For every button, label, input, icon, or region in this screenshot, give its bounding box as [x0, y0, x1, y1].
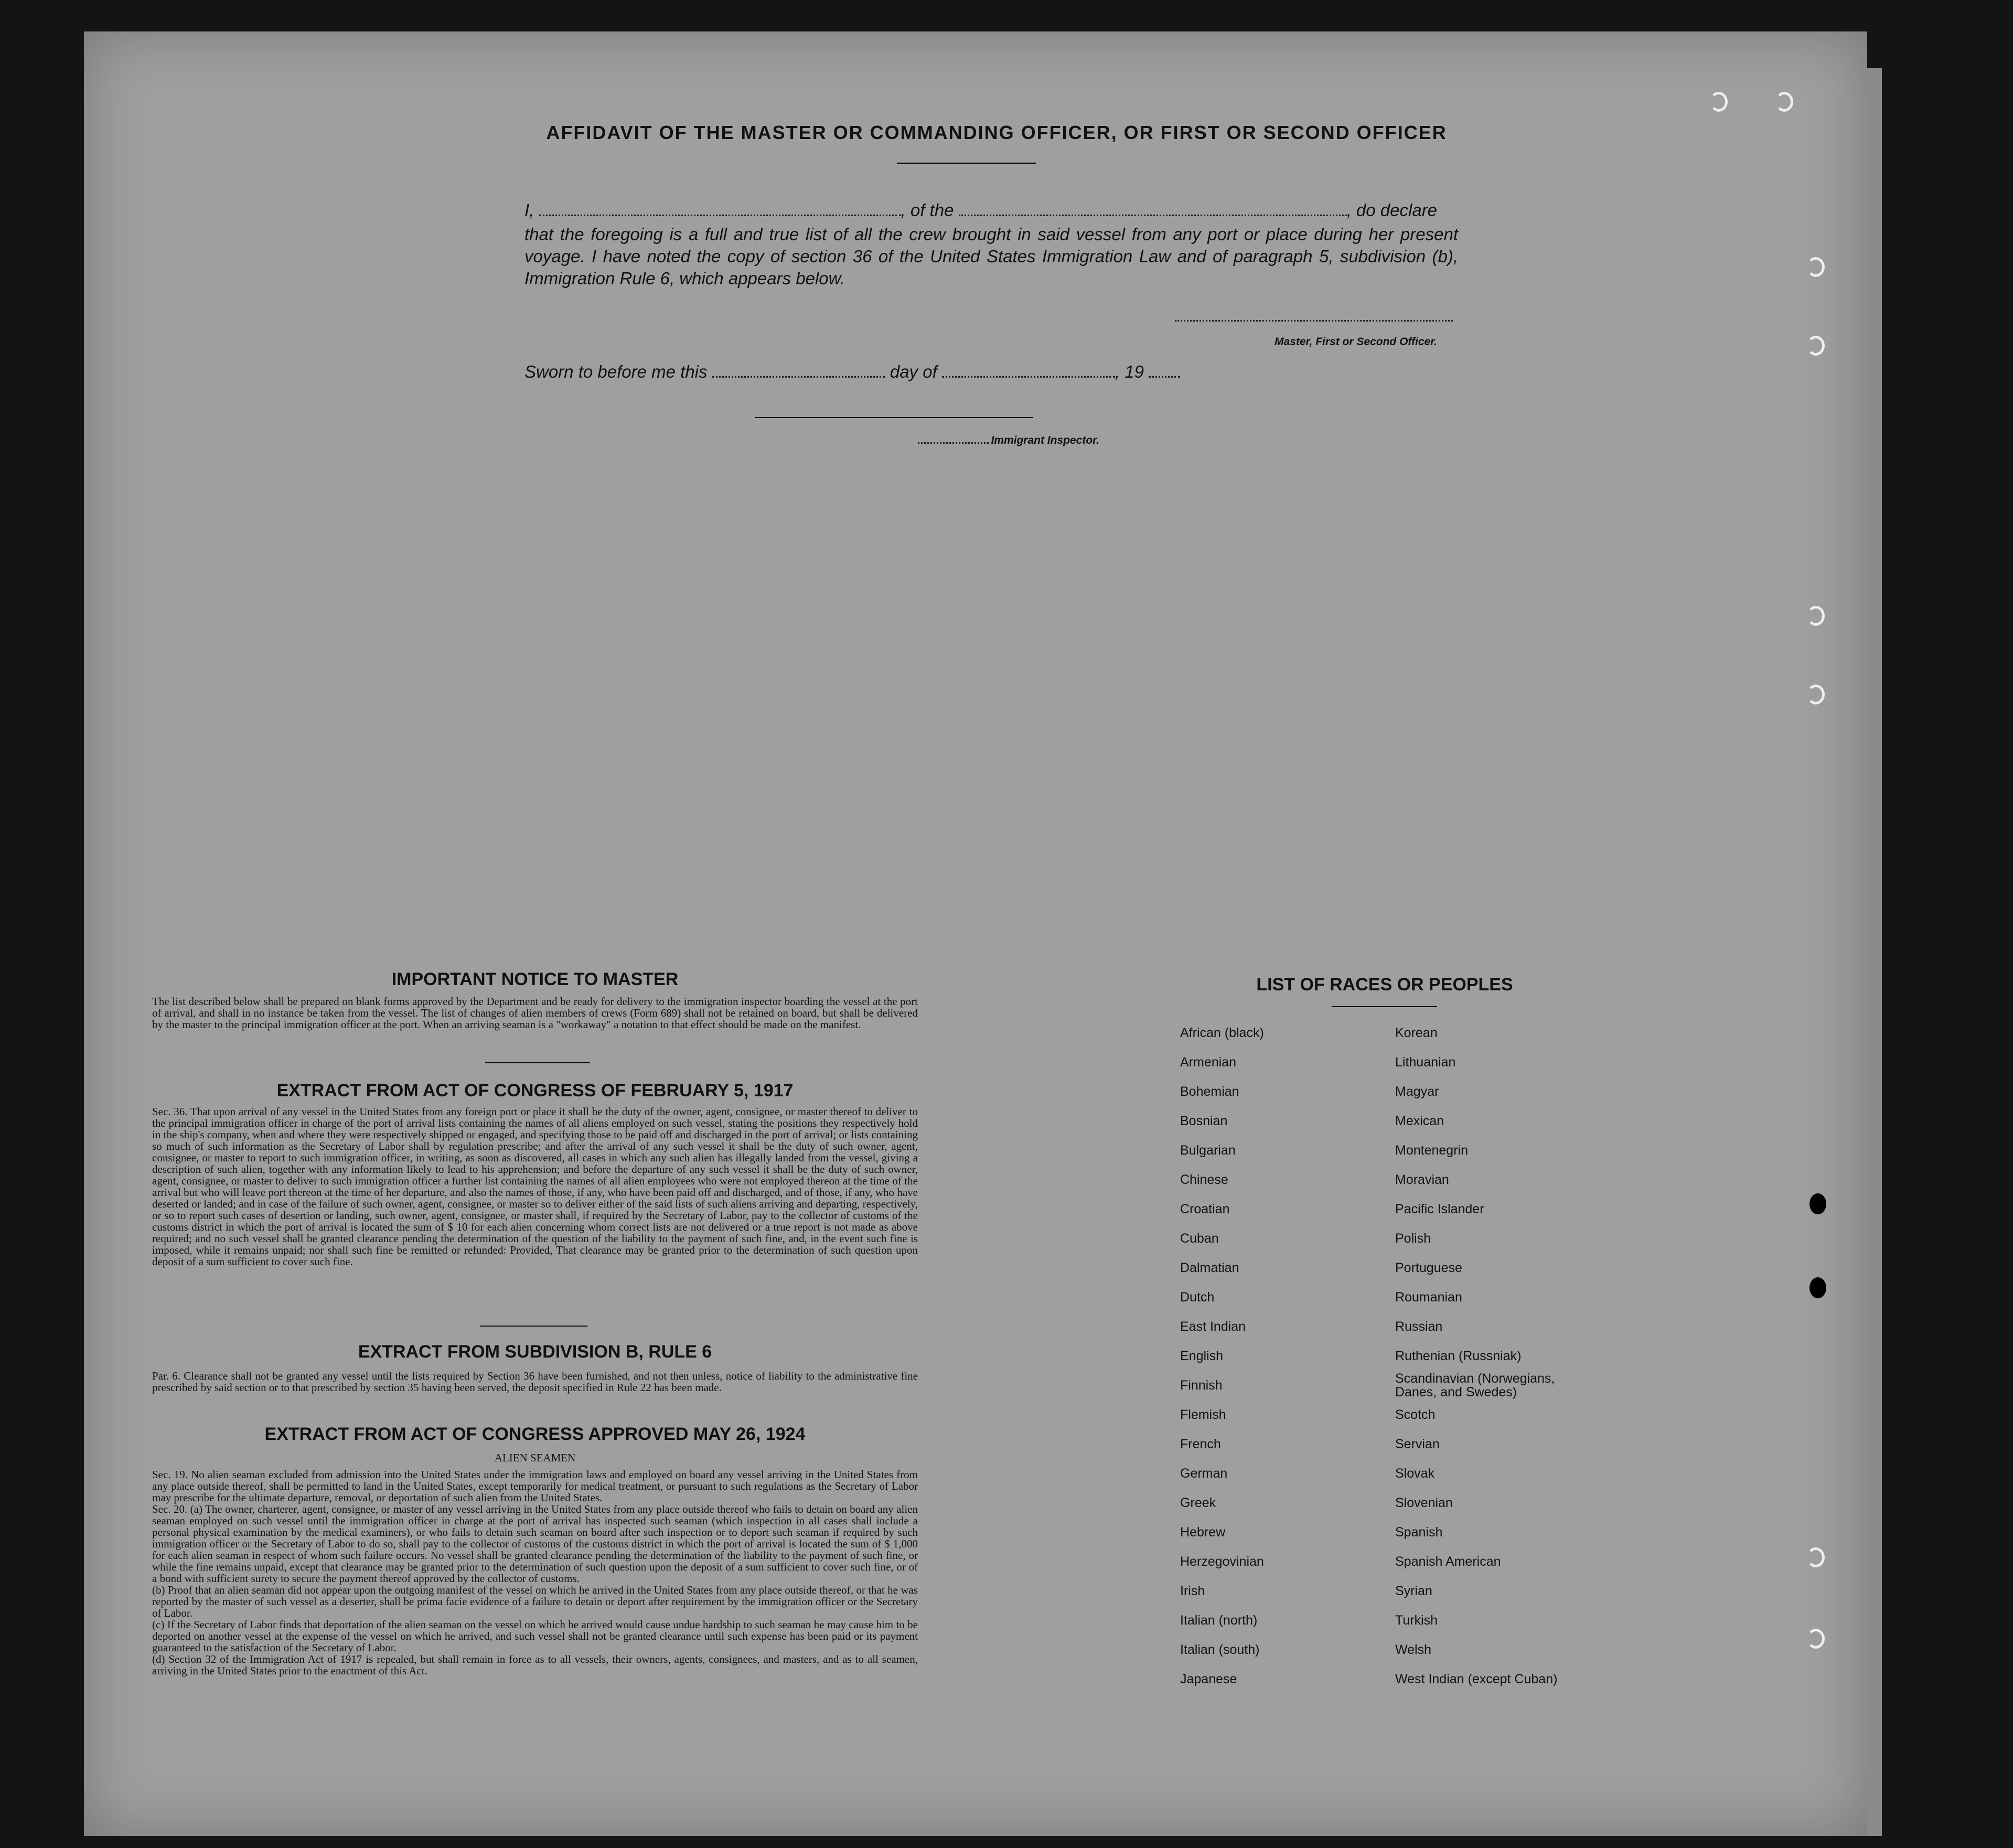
affidavit-title: AFFIDAVIT OF THE MASTER OR COMMANDING OFFICER, OR FIRST OR SECOND OFFICER [546, 122, 1447, 143]
race-item: Magyar [1395, 1084, 1439, 1099]
binder-hole-icon [1807, 336, 1825, 356]
extract-rule6-body: Par. 6. Clearance shall not be granted any vessel until the lists required by Section 36 have been furnished, and not then unless, notice of liability to the administrative fine prescribed by said section or to that prescribed by section 35 having been served, the deposit specified in Rule 22 has been made. [152, 1370, 918, 1394]
race-item: Russian [1395, 1319, 1443, 1334]
race-item: Scotch [1395, 1407, 1436, 1422]
extract-1917-body: Sec. 36. That upon arrival of any vessel in the United States from any foreign port or place it shall be the duty of the owner, agent, consignee, or master thereof to deliver to the principal immigration officer in charge of the port of arrival lists containing the names of all aliens employed on such vessel, stating the positions they respectively hold in the ship's company, when and where they were respectively shipped or engaged, and specifying those to be paid off and discharged in the port of arrival; or lists containing so much of such information as the Secretary of Labor shall by regulation prescribe; and after the arrival of any such vessel it shall be the duty of such owner, agent, consignee, or master to report to such immigration officer, in writing, as soon as discovered, all cases in which any such alien has illegally landed from the vessel, giving a description of such alien, together with any information likely to lead to his apprehension; and before the departure of any such vessel it shall be the duty of such owner, agent, consignee, or master to deliver to such immigration officer a further list containing the names of all alien employees who were not employed thereon at the time of the arrival but who will leave port thereon at the time of her departure, and also the names of those, if any, who have been paid off and discharged, and of those, if any, who have deserted or landed; and in case of the failure of such owner, agent, consignee, or master so to deliver either of the said lists of such aliens arriving and departing, respectively, or so to report such cases of desertion or landing, such owner, agent, consignee, or master shall, if required by the Secretary of Labor, pay to the collector of customs of the customs district in which the port of arrival is located the sum of $ 10 for each alien concerning whom correct lists are not delivered or a true report is not made as above required; and no such vessel shall be granted clearance pending the determination of the question of the liability to the payment of such fine, and, in the event such fine is imposed, while it remains unpaid; nor shall such fine be remitted or refunded: Provided, That clearance may be granted prior to the determination of such question upon deposit of a sum sufficient to cover such fine. [152, 1105, 918, 1268]
inspector-signature-line [755, 417, 1033, 418]
race-item: Korean [1395, 1026, 1438, 1040]
race-item: East Indian [1180, 1319, 1246, 1334]
race-item: Dalmatian [1180, 1261, 1239, 1275]
sec20c-text: (c) If the Secretary of Labor finds that deportation of the alien seaman on the vessel on which he arrived would cause undue hardship to such seaman he may cause him to be deported on another vessel at the expense of the vessel on which he arrived, and such vessel shall not be granted clearance until such expense has been paid or its payment guaranteed to the satisfaction of the Secretary of Labor. [152, 1618, 918, 1654]
binder-hole-icon [1710, 92, 1728, 112]
binder-hole-icon [1807, 1629, 1825, 1649]
binder-hole-icon [1807, 606, 1825, 626]
sworn-label: Sworn to before me this [524, 362, 708, 381]
race-item: German [1180, 1466, 1228, 1481]
page-edge [1867, 68, 1882, 1836]
extract-1917-title: EXTRACT FROM ACT OF CONGRESS OF FEBRUARY 5, 1917 [276, 1081, 794, 1101]
race-item: Polish [1395, 1231, 1431, 1246]
race-item: Dutch [1180, 1290, 1215, 1305]
races-title: LIST OF RACES OR PEOPLES [1256, 975, 1513, 995]
race-item: Croatian [1180, 1202, 1230, 1216]
race-item: Spanish American [1395, 1554, 1501, 1569]
vessel-name-field[interactable] [959, 215, 1347, 216]
extract-1924-subtitle: ALIEN SEAMEN [494, 1451, 576, 1464]
inspector-field[interactable] [918, 442, 989, 444]
race-item: Irish [1180, 1584, 1205, 1598]
inspector-line [918, 434, 1099, 447]
binder-hole-icon [1807, 685, 1825, 704]
race-item: Slovenian [1395, 1496, 1453, 1510]
race-item: Finnish [1180, 1378, 1223, 1393]
race-item: Herzegovinian [1180, 1554, 1264, 1569]
affidavit-body: that the foregoing is a full and true list of all the crew brought in said vessel from any port or place during her present voyage. I have noted the copy of section 36 of the United States Immigration Law and of paragraph 5, subdivision (b), Immigration Rule 6, which appears below. [524, 225, 1458, 288]
binder-hole-icon [1807, 1547, 1825, 1567]
notice-body: The list described below shall be prepared on blank forms approved by the Department and be ready for delivery to the immigration inspector boarding the vessel at the port of arrival, and shall in no instance be taken from the vessel. The list of changes of alien members of crews (Form 689) shall not be retained on board, but shall be delivered by the master to the principal immigration officer at the port. When an arriving seaman is a "workaway" a notation to that effect should be made on the manifest. [152, 995, 918, 1031]
extract-1924-title: EXTRACT FROM ACT OF CONGRESS APPROVED MAY 26, 1924 [264, 1424, 806, 1444]
race-item: Cuban [1180, 1231, 1219, 1246]
race-item: Servian [1395, 1437, 1440, 1451]
race-item: Pacific Islander [1395, 1202, 1484, 1216]
race-item: Syrian [1395, 1584, 1432, 1598]
races-underline [1332, 1006, 1437, 1007]
sec20d-text: (d) Section 32 of the Immigration Act of 1917 is repealed, but shall remain in force as to all vessels, their owners, agents, consignees, and masters, and as to all seamen, arriving in the United States prior to the enactment of this Act. [152, 1653, 918, 1677]
race-item: Flemish [1180, 1407, 1226, 1422]
race-item: Turkish [1395, 1613, 1438, 1628]
inspector-caption: Immigrant Inspector. [991, 434, 1099, 446]
race-item: Montenegrin [1395, 1143, 1468, 1158]
binder-hole-icon [1807, 257, 1825, 277]
sworn-line [524, 362, 1180, 382]
sworn-month-field[interactable] [942, 376, 1115, 378]
race-item: Lithuanian [1395, 1055, 1456, 1070]
sec20b-text: (b) Proof that an alien seaman did not appear upon the outgoing manifest of the vessel on which he arrived in the United States from any place outside thereof, or that he was reported by the master of such vessel as a deserter, shall be prima facie evidence of a failure to detain or deport after requirement by the immigration officer or the Secretary of Labor. [152, 1584, 918, 1619]
race-item: Italian (north) [1180, 1613, 1258, 1628]
race-item: Greek [1180, 1496, 1216, 1510]
notice-title: IMPORTANT NOTICE TO MASTER [391, 969, 679, 989]
affidavit-declare-label: , do declare [1346, 200, 1438, 220]
race-item: Slovak [1395, 1466, 1435, 1481]
race-item: Spanish [1395, 1525, 1443, 1540]
race-item: Chinese [1180, 1172, 1228, 1187]
race-item: French [1180, 1437, 1221, 1451]
notice-divider [485, 1062, 590, 1063]
affidavit-declare-line [524, 199, 1458, 221]
year-label: , 19 [1115, 362, 1144, 381]
race-item: Bulgarian [1180, 1143, 1236, 1158]
officer-signature-field[interactable] [1175, 320, 1453, 322]
signature-caption: Master, First or Second Officer. [1275, 336, 1438, 348]
race-item: Roumanian [1395, 1290, 1462, 1305]
sworn-day-field[interactable] [712, 376, 885, 378]
affidavit-of-the-label: , of the [901, 200, 954, 220]
race-item: African (black) [1180, 1026, 1264, 1040]
extract-1924-body [152, 1469, 918, 1676]
race-item: Mexican [1395, 1114, 1444, 1128]
race-item: Ruthenian (Russniak) [1395, 1349, 1522, 1363]
race-item: Bosnian [1180, 1114, 1228, 1128]
race-item: Welsh [1395, 1642, 1432, 1657]
sec19-text: Sec. 19. No alien seaman excluded from admission into the United States under the immigration laws and employed on board any vessel arriving in the United States from any place outside thereof, shall be permitted to land in the United States, except temporarily for medical treatment, or pursuant to such regulations as the Secretary of Labor may prescribe for the ultimate departure, removal, or deportation of such alien from the United States. [152, 1468, 918, 1504]
day-of-label: day of [890, 362, 937, 381]
race-item: Armenian [1180, 1055, 1236, 1070]
master-name-field[interactable] [539, 215, 901, 216]
race-item: Japanese [1180, 1672, 1237, 1686]
extract-1917-divider [480, 1326, 587, 1327]
binder-hole-icon [1809, 1277, 1826, 1298]
race-item: English [1180, 1349, 1223, 1363]
race-item: Bohemian [1180, 1084, 1239, 1099]
binder-hole-icon [1775, 92, 1793, 112]
title-underline [897, 163, 1036, 164]
sworn-year-field[interactable] [1149, 376, 1180, 378]
race-item: Portuguese [1395, 1261, 1462, 1275]
race-item: West Indian (except Cuban) [1395, 1672, 1558, 1686]
affidavit-i-label: I, [524, 200, 534, 220]
binder-hole-icon [1809, 1193, 1826, 1214]
race-item: Scandinavian (Norwegians, Danes, and Swedes) [1395, 1371, 1555, 1400]
extract-rule6-title: EXTRACT FROM SUBDIVISION B, RULE 6 [358, 1342, 712, 1362]
race-item: Italian (south) [1180, 1642, 1260, 1657]
race-item: Moravian [1395, 1172, 1449, 1187]
race-item: Hebrew [1180, 1525, 1226, 1540]
sec20a-text: Sec. 20. (a) The owner, charterer, agent, consignee, or master of any vessel arriving in the United States from any place outside thereof who fails to detain on board any alien seaman employed on such vessel until the immigration officer in charge at the port of arrival has inspected such seaman (which inspection in all cases shall include a personal physical examination by the medical examiners), or who fails to detain such seaman on board after such inspection or to deport such seaman if required by such immigration officer or the Secretary of Labor to do so, shall pay to the collector of customs of the customs district in which the port of arrival is located the sum of $ 1,000 for each alien seaman in respect of whom such failure occurs. No vessel shall be granted clearance pending the determination of the liability to the payment of such fine, or while the fine remains unpaid, except that clearance may be granted prior to the determination of such question upon the deposit of a sum sufficient to cover such fine, or of a bond with sufficient surety to secure the payment thereof approved by the collector of customs. [152, 1503, 918, 1585]
